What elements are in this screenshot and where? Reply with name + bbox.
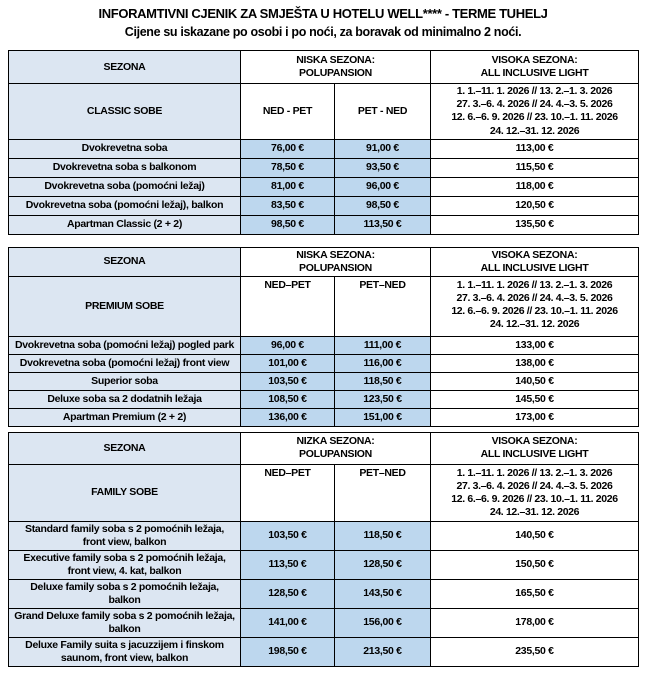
room-name-cell: Standard family soba s 2 pomoćnih ležaja, front view, balkon — [9, 521, 241, 550]
low-price-cell-1: 198,50 € — [241, 637, 335, 666]
room-name-cell: Superior soba — [9, 372, 241, 390]
table-row — [9, 372, 639, 390]
room-name-cell: Executive family soba s 2 pomoćnih ležaja, front view, 4. kat, balkon — [9, 550, 241, 579]
high-price-cell: 133,00 € — [431, 336, 639, 354]
low-season-board: POLUPANSION — [299, 67, 372, 79]
price-table-premium — [8, 247, 639, 427]
high-price-cell: 140,50 € — [431, 521, 639, 550]
room-name-cell: Dvokrevetna soba — [9, 139, 241, 158]
high-price-cell: 145,50 € — [431, 390, 639, 408]
low-price-cell-2: 143,50 € — [335, 579, 431, 608]
table-row — [9, 158, 639, 177]
high-dates-cell — [431, 84, 639, 140]
low-season-header-cell — [241, 432, 431, 464]
low-price-cell-2: 113,50 € — [335, 215, 431, 234]
high-price-cell: 150,50 € — [431, 550, 639, 579]
low-season-title: NIZKA SEZONA: — [296, 435, 375, 448]
low-season-board: POLUPANSION — [299, 261, 372, 274]
table-header-row — [9, 432, 639, 464]
low-price-cell-1: 98,50 € — [241, 215, 335, 234]
low-col1-header-cell: NED - PET — [241, 84, 335, 140]
date-range-line: 24. 12.–31. 12. 2026 — [489, 318, 580, 331]
low-price-cell-1: 103,50 € — [241, 521, 335, 550]
category-cell: CLASSIC SOBE — [9, 84, 241, 140]
high-price-cell: 178,00 € — [431, 608, 639, 637]
low-price-cell-2: 96,00 € — [335, 177, 431, 196]
high-season-board: ALL INCLUSIVE LIGHT — [480, 448, 589, 461]
room-name-cell: Dvokrevetna soba s balkonom — [9, 158, 241, 177]
low-price-cell-2: 111,00 € — [335, 336, 431, 354]
category-row — [9, 464, 639, 521]
room-name-cell: Dvokrevetna soba (pomoćni ležaj) front view — [9, 354, 241, 372]
room-name-cell: Dvokrevetna soba (pomoćni ležaj) pogled park — [9, 336, 241, 354]
low-price-cell-2: 93,50 € — [335, 158, 431, 177]
table-row — [9, 390, 639, 408]
room-name-cell: Apartman Classic (2 + 2) — [9, 215, 241, 234]
low-price-cell-2: 156,00 € — [335, 608, 431, 637]
table-row — [9, 177, 639, 196]
room-name-cell: Deluxe family soba s 2 pomoćnih ležaja, balkon — [9, 579, 241, 608]
date-range-line: 1. 1.–11. 1. 2026 // 13. 2.–1. 3. 2026 — [456, 278, 613, 291]
low-price-cell-1: 81,00 € — [241, 177, 335, 196]
table-row — [9, 521, 639, 550]
date-range-line: 12. 6.–6. 9. 2026 // 23. 10.–1. 11. 2026 — [451, 111, 618, 124]
high-season-title: VISOKA SEZONA: — [491, 248, 578, 261]
category-cell: FAMILY SOBE — [9, 464, 241, 521]
room-name-cell: Dvokrevetna soba (pomoćni ležaj), balkon — [9, 196, 241, 215]
high-dates-cell — [431, 464, 639, 521]
table-row — [9, 637, 639, 666]
table-row — [9, 196, 639, 215]
low-price-cell-1: 83,50 € — [241, 196, 335, 215]
low-price-cell-2: 123,50 € — [335, 390, 431, 408]
room-name-cell: Deluxe Family suita s jacuzzijem i finskom saunom, front view, balkon — [9, 637, 241, 666]
low-price-cell-2: 128,50 € — [335, 550, 431, 579]
low-price-cell-1: 113,50 € — [241, 550, 335, 579]
category-row — [9, 276, 639, 336]
date-range-line: 27. 3.–6. 4. 2026 // 24. 4.–3. 5. 2026 — [456, 98, 613, 111]
low-season-board: POLUPANSION — [299, 448, 372, 461]
table-header-row — [9, 247, 639, 276]
low-price-cell-1: 128,50 € — [241, 579, 335, 608]
high-season-title: VISOKA SEZONA: — [491, 54, 578, 66]
low-price-cell-1: 101,00 € — [241, 354, 335, 372]
category-row — [9, 84, 639, 140]
low-price-cell-2: 213,50 € — [335, 637, 431, 666]
low-price-cell-1: 108,50 € — [241, 390, 335, 408]
date-range-line: 27. 3.–6. 4. 2026 // 24. 4.–3. 5. 2026 — [456, 480, 613, 493]
high-price-cell: 120,50 € — [431, 196, 639, 215]
date-range-line: 24. 12.–31. 12. 2026 — [489, 506, 580, 519]
low-price-cell-2: 118,50 € — [335, 372, 431, 390]
season-header-cell: SEZONA — [9, 247, 241, 276]
high-season-title: VISOKA SEZONA: — [491, 435, 578, 448]
low-price-cell-2: 118,50 € — [335, 521, 431, 550]
low-col1-header-cell: NED–PET — [241, 276, 335, 336]
table-row — [9, 408, 639, 426]
season-header-cell: SEZONA — [9, 432, 241, 464]
low-price-cell-1: 103,50 € — [241, 372, 335, 390]
date-range-line: 12. 6.–6. 9. 2026 // 23. 10.–1. 11. 2026 — [451, 305, 618, 318]
low-col1-header-cell: NED–PET — [241, 464, 335, 521]
low-price-cell-1: 76,00 € — [241, 139, 335, 158]
low-season-header-cell — [241, 247, 431, 276]
date-range-line: 12. 6.–6. 9. 2026 // 23. 10.–1. 11. 2026 — [451, 493, 618, 506]
low-price-cell-1: 141,00 € — [241, 608, 335, 637]
low-price-cell-2: 151,00 € — [335, 408, 431, 426]
date-range-line: 27. 3.–6. 4. 2026 // 24. 4.–3. 5. 2026 — [456, 292, 613, 305]
date-range-line: 24. 12.–31. 12. 2026 — [489, 124, 580, 137]
date-range-line: 1. 1.–11. 1. 2026 // 13. 2.–1. 3. 2026 — [456, 466, 613, 479]
high-price-cell: 173,00 € — [431, 408, 639, 426]
table-row — [9, 336, 639, 354]
room-name-cell: Dvokrevetna soba (pomoćni ležaj) — [9, 177, 241, 196]
page-subtitle: Cijene su iskazane po osobi i po noći, za boravak od minimalno 2 noći. — [124, 25, 522, 39]
low-price-cell-2: 116,00 € — [335, 354, 431, 372]
table-row — [9, 215, 639, 234]
high-price-cell: 235,50 € — [431, 637, 639, 666]
high-dates-cell — [431, 276, 639, 336]
room-name-cell: Apartman Premium (2 + 2) — [9, 408, 241, 426]
high-price-cell: 113,00 € — [431, 139, 639, 158]
table-row — [9, 579, 639, 608]
table-row — [9, 550, 639, 579]
table-row — [9, 354, 639, 372]
table-row — [9, 608, 639, 637]
low-season-header-cell — [241, 51, 431, 84]
price-table-family — [8, 432, 639, 667]
page-title: INFORAMTIVNI CJENIK ZA SMJEŠTA U HOTELU WELL**** - TERME TUHELJ — [98, 6, 548, 21]
room-name-cell: Grand Deluxe family soba s 2 pomoćnih ležaja, balkon — [9, 608, 241, 637]
season-header-cell: SEZONA — [9, 51, 241, 84]
high-price-cell: 140,50 € — [431, 372, 639, 390]
high-season-header-cell — [431, 51, 639, 84]
low-price-cell-1: 136,00 € — [241, 408, 335, 426]
high-price-cell: 135,50 € — [431, 215, 639, 234]
high-season-header-cell — [431, 247, 639, 276]
high-season-board: ALL INCLUSIVE LIGHT — [480, 261, 589, 274]
date-range-line: 1. 1.–11. 1. 2026 // 13. 2.–1. 3. 2026 — [456, 85, 613, 97]
low-price-cell-1: 78,50 € — [241, 158, 335, 177]
room-name-cell: Deluxe soba sa 2 dodatnih ležaja — [9, 390, 241, 408]
category-cell: PREMIUM SOBE — [9, 276, 241, 336]
low-season-title: NISKA SEZONA: — [296, 248, 375, 261]
low-col2-header-cell: PET - NED — [335, 84, 431, 140]
high-price-cell: 138,00 € — [431, 354, 639, 372]
low-price-cell-2: 98,50 € — [335, 196, 431, 215]
high-season-header-cell — [431, 432, 639, 464]
high-price-cell: 115,50 € — [431, 158, 639, 177]
high-price-cell: 118,00 € — [431, 177, 639, 196]
price-table-classic — [8, 50, 639, 235]
low-price-cell-1: 96,00 € — [241, 336, 335, 354]
high-price-cell: 165,50 € — [431, 579, 639, 608]
low-col2-header-cell: PET–NED — [335, 276, 431, 336]
low-price-cell-2: 91,00 € — [335, 139, 431, 158]
table-header-row — [9, 51, 639, 84]
low-col2-header-cell: PET–NED — [335, 464, 431, 521]
low-season-title: NISKA SEZONA: — [296, 54, 375, 66]
table-row — [9, 139, 639, 158]
high-season-board: ALL INCLUSIVE LIGHT — [480, 67, 589, 79]
